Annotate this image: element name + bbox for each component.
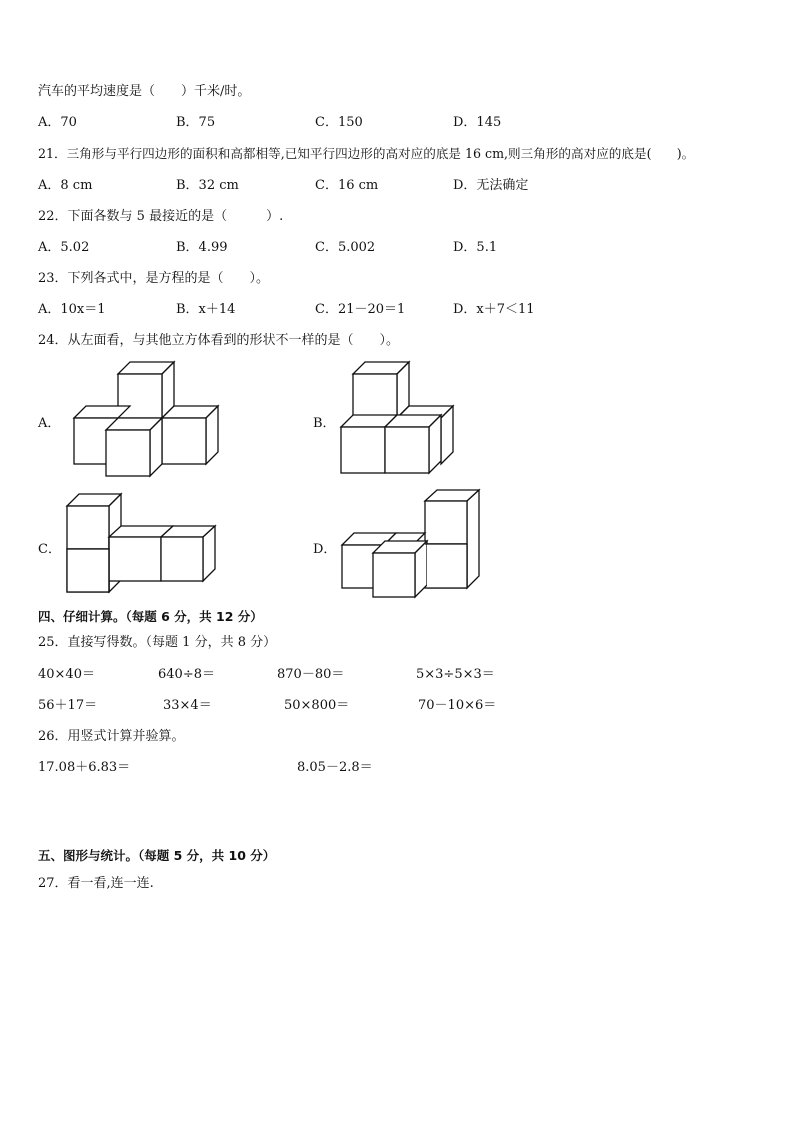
question-22-stem: 22．下面各数与 5 最接近的是（ ）. [38,209,284,224]
question-20-stem: 汽车的平均速度是（ ）千米/时。 [38,84,251,99]
q25-item-6: 33×4＝ [163,698,212,713]
q24-figure-c-label: C． [38,542,61,557]
q22-option-d: D．5.1 [453,240,498,255]
q25-item-8: 70－10×6＝ [418,698,497,713]
q25-item-5: 56＋17＝ [38,698,98,713]
q21-option-c: C．16 cm [315,178,379,193]
q20-option-d: D．145 [453,115,502,130]
q23-option-d: D．x＋7＜11 [453,302,535,317]
q25-item-2: 640÷8＝ [158,667,215,682]
q21-option-d: D．无法确定 [453,178,529,193]
q20-option-a: A．70 [38,115,77,130]
q24-figure-d-label: D． [313,542,337,557]
q25-item-3: 870－80＝ [277,667,345,682]
q25-item-1: 40×40＝ [38,667,95,682]
q20-option-c: C．150 [315,115,363,130]
q22-option-b: B．4.99 [176,240,228,255]
question-21-stem: 21．三角形与平行四边形的面积和高都相等,已知平行四边形的高对应的底是 16 cm,则三角形的高对应的底是( )。 [38,146,695,161]
q26-item-2: 8.05－2.8＝ [297,760,373,775]
q23-option-a: A．10x＝1 [38,302,106,317]
q22-option-a: A．5.02 [38,240,90,255]
question-27-stem: 27．看一看,连一连. [38,876,154,891]
q24-figure-b-label: B． [313,416,336,431]
section-5-title: 五、图形与统计。（每题 5 分，共 10 分） [38,848,276,863]
q25-item-4: 5×3÷5×3＝ [416,667,495,682]
q23-option-b: B．x＋14 [176,302,236,317]
q25-item-7: 50×800＝ [284,698,350,713]
section-4-title: 四、仔细计算。（每题 6 分，共 12 分） [38,609,263,624]
question-25-stem: 25．直接写得数。（每题 1 分，共 8 分） [38,635,277,650]
question-23-stem: 23．下列各式中，是方程的是（ ）。 [38,271,270,286]
q26-item-1: 17.08＋6.83＝ [38,760,131,775]
question-24-stem: 24．从左面看，与其他立方体看到的形状不一样的是（ ）。 [38,333,400,348]
q24-figure-a-label: A． [38,416,61,431]
q23-option-c: C．21－20＝1 [315,302,406,317]
q22-option-c: C．5.002 [315,240,376,255]
q20-option-b: B．75 [176,115,216,130]
question-26-stem: 26．用竖式计算并验算。 [38,729,185,744]
q21-option-a: A．8 cm [38,178,93,193]
q21-option-b: B．32 cm [176,178,239,193]
